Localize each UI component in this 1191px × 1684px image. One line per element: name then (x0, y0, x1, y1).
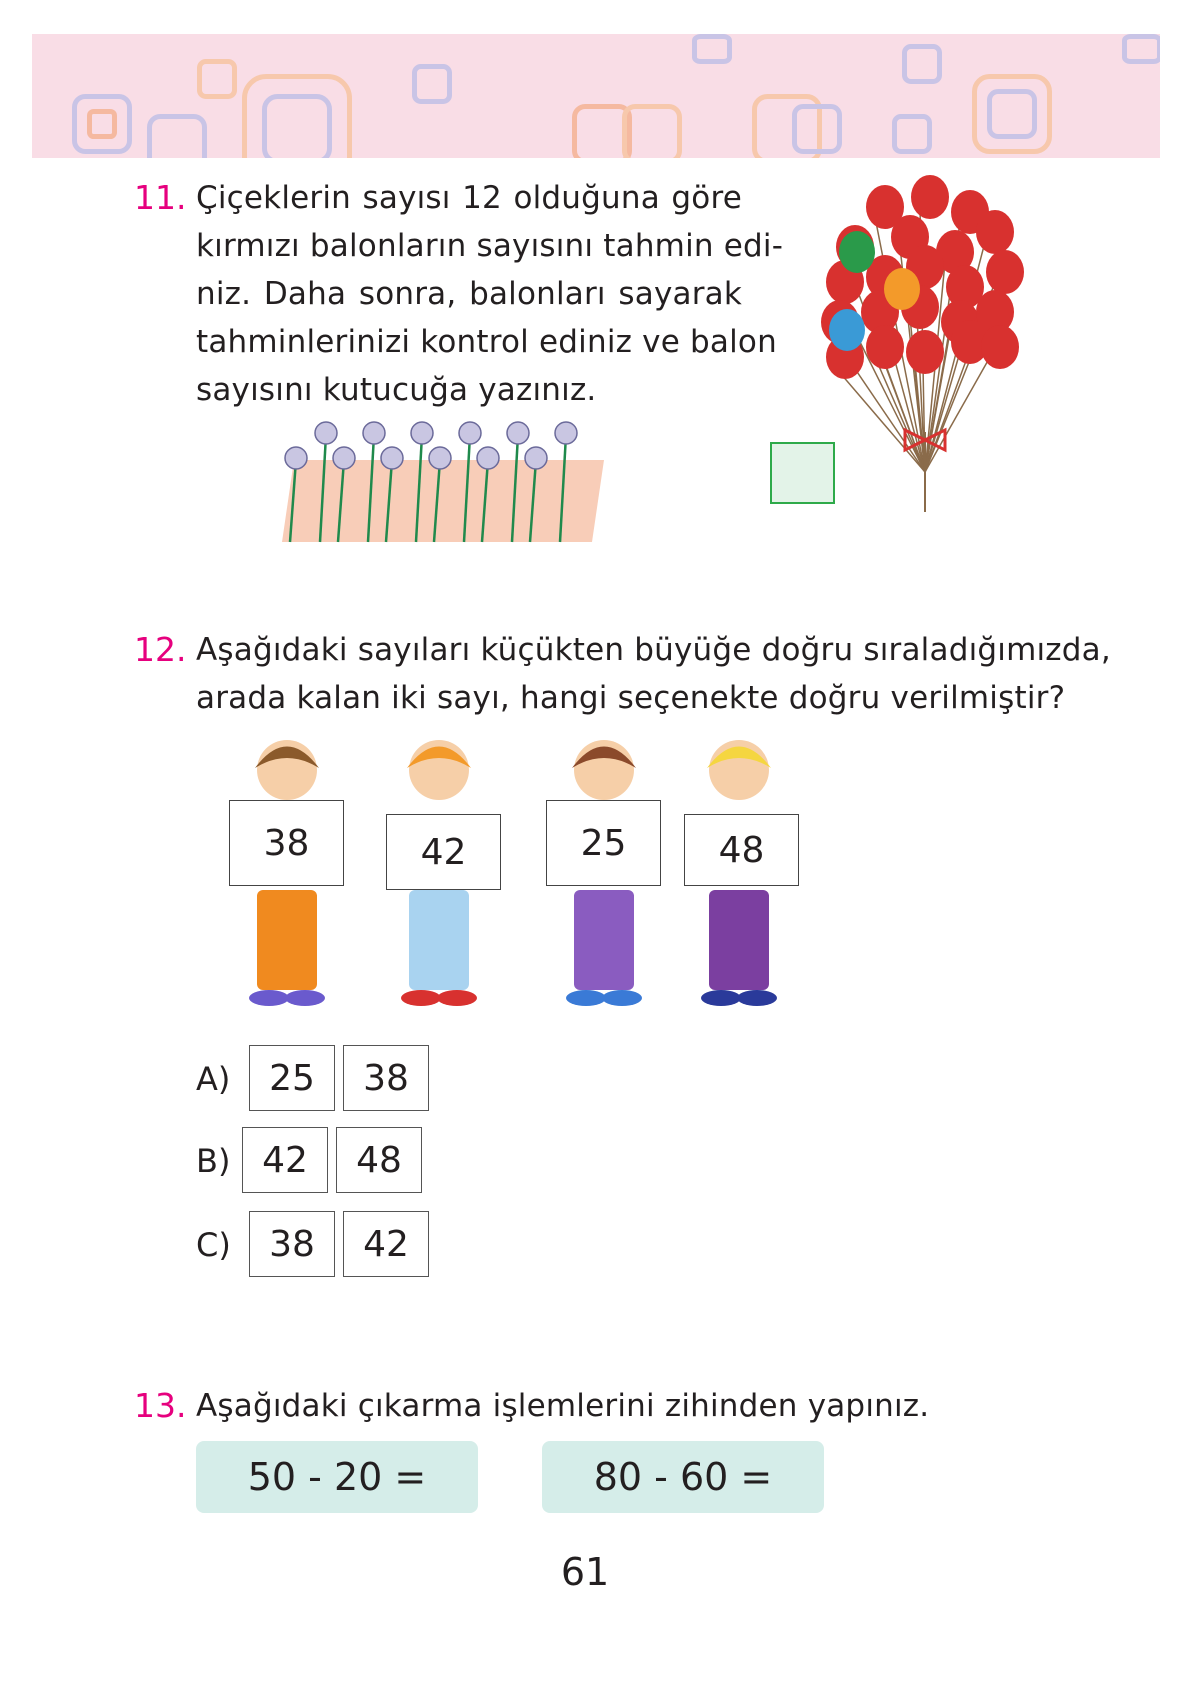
question-12-line: arada kalan iki sayı, hangi seçenekte doğru verilmiştir? (196, 680, 1066, 716)
red-balloon-icon (911, 175, 949, 219)
flower-icon (381, 447, 403, 469)
blue-balloon-icon (829, 309, 865, 351)
flower-icon (459, 422, 481, 444)
sign-card: 48 (684, 814, 799, 886)
question-12-line: Aşağıdaki sayıları küçükten büyüğe doğru sıraladığımızda, (196, 632, 1111, 668)
option-value-box: 42 (343, 1211, 429, 1277)
sign-card: 42 (386, 814, 501, 890)
question-13-number: 13. (134, 1386, 187, 1425)
orange-balloon-icon (884, 268, 920, 310)
red-balloon-icon (981, 325, 1019, 369)
sign-card: 25 (546, 800, 661, 886)
sign-card: 38 (229, 800, 344, 886)
option-label: B) (196, 1142, 231, 1180)
red-balloon-icon (906, 330, 944, 374)
question-11-line: kırmızı balonların sayısını tahmin edi- (196, 228, 784, 264)
flower-icon (315, 422, 337, 444)
question-13-text: Aşağıdaki çıkarma işlemlerini zihinden yapınız. (196, 1388, 930, 1424)
option-label: A) (196, 1060, 231, 1098)
flower-icon (525, 447, 547, 469)
red-balloon-icon (976, 210, 1014, 254)
option-value-box: 42 (242, 1127, 328, 1193)
question-11-line: tahminlerinizi kontrol ediniz ve balon (196, 324, 777, 360)
flower-icon (507, 422, 529, 444)
green-balloon-icon (839, 231, 875, 273)
flower-icon (429, 447, 451, 469)
question-11-number: 11. (134, 178, 187, 217)
page-number: 61 (560, 1550, 610, 1594)
option-label: C) (196, 1226, 231, 1264)
question-12-number: 12. (134, 630, 187, 669)
option-value-box: 25 (249, 1045, 335, 1111)
question-11-line: sayısını kutucuğa yazınız. (196, 372, 597, 408)
children-illustration (209, 730, 809, 1020)
flowers-illustration (274, 420, 614, 545)
question-11-line: niz. Daha sonra, balonları sayarak (196, 276, 742, 312)
flower-icon (285, 447, 307, 469)
flower-icon (477, 447, 499, 469)
option-value-box: 48 (336, 1127, 422, 1193)
red-balloon-icon (986, 250, 1024, 294)
option-value-box: 38 (249, 1211, 335, 1277)
subtraction-problem[interactable]: 80 - 60 = (542, 1441, 824, 1513)
question-11-line: Çiçeklerin sayısı 12 olduğuna göre (196, 180, 742, 216)
flower-icon (555, 422, 577, 444)
decorative-banner (32, 34, 1160, 158)
subtraction-problem[interactable]: 50 - 20 = (196, 1441, 478, 1513)
flower-icon (363, 422, 385, 444)
red-balloon-icon (866, 325, 904, 369)
option-value-box: 38 (343, 1045, 429, 1111)
flower-icon (333, 447, 355, 469)
flower-icon (411, 422, 433, 444)
balloons-illustration (815, 172, 1040, 517)
